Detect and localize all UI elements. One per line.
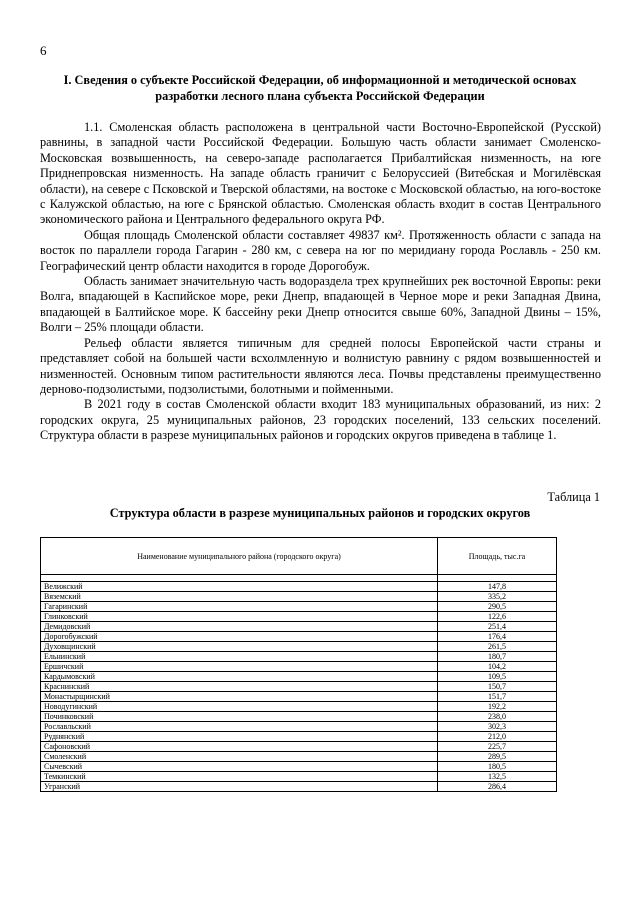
municipality-name-cell: Дорогобужский <box>41 632 438 642</box>
table-label: Таблица 1 <box>547 490 600 504</box>
area-cell: 109,5 <box>438 672 557 682</box>
area-cell: 225,7 <box>438 742 557 752</box>
area-cell: 151,7 <box>438 692 557 702</box>
table-row <box>41 632 557 642</box>
column-header-area: Площадь, тыс.га <box>438 538 557 575</box>
section-heading: I. Сведения о субъекте Российской Федерации, об информационной и методической основах разработки лесного плана субъекта Российской Федерации <box>63 73 577 103</box>
table-row <box>41 752 557 762</box>
area-cell: 286,4 <box>438 782 557 792</box>
table-row <box>41 732 557 742</box>
table-row <box>41 702 557 712</box>
municipality-name-cell: Рославльский <box>41 722 438 732</box>
paragraph: Общая площадь Смоленской области составляет 49837 км². Протяженность области с запада на восток по параллели города Гагарин - 280 км, с севера на юг по меридиану города Рославль - 250 км. Географический центр области находится в городе Дорогобуж. <box>40 227 601 273</box>
area-cell: 289,5 <box>438 752 557 762</box>
table-row <box>41 712 557 722</box>
area-cell: 150,7 <box>438 682 557 692</box>
column-header-name: Наименование муниципального района (городского округа) <box>41 538 438 575</box>
municipality-name-cell: Велижский <box>41 582 438 592</box>
table-row <box>41 682 557 692</box>
area-cell: 251,4 <box>438 622 557 632</box>
area-cell: 290,5 <box>438 602 557 612</box>
municipality-name-cell: Гагаринский <box>41 602 438 612</box>
table-row <box>41 782 557 792</box>
area-cell: 335,2 <box>438 592 557 602</box>
area-cell: 238,0 <box>438 712 557 722</box>
table-title: Структура области в разрезе муниципальных районов и городских округов <box>109 506 531 520</box>
municipality-name-cell: Вяземский <box>41 592 438 602</box>
municipality-name-cell: Смоленский <box>41 752 438 762</box>
table-row <box>41 742 557 752</box>
table-row <box>41 722 557 732</box>
table-row <box>41 592 557 602</box>
area-cell: 261,5 <box>438 642 557 652</box>
table-row <box>41 762 557 772</box>
municipality-name-cell: Ельнинский <box>41 652 438 662</box>
table-spacer-row <box>41 575 557 582</box>
area-cell: 302,3 <box>438 722 557 732</box>
municipality-name-cell: Руднянский <box>41 732 438 742</box>
table-row <box>41 672 557 682</box>
paragraph: Область занимает значительную часть водораздела трех крупнейших рек восточной Европы: реки Волга, впадающей в Каспийское море, реки Днепр, впадающей в Черное море и реки Западная Двина, впадающей в Балтийское море. К бассейну реки Днепр относится свыше 60%, Западной Двины – 15%, Волги – 25% площади области. <box>40 274 601 335</box>
municipality-table <box>40 537 557 792</box>
page-number: 6 <box>40 43 47 58</box>
municipality-name-cell: Краснинский <box>41 682 438 692</box>
table-header-row <box>41 538 557 575</box>
table-row <box>41 612 557 622</box>
area-cell: 212,0 <box>438 732 557 742</box>
municipality-name-cell: Сафоновский <box>41 742 438 752</box>
table-row <box>41 772 557 782</box>
area-cell: 192,2 <box>438 702 557 712</box>
table-body <box>41 575 557 792</box>
table-row <box>41 642 557 652</box>
table-row <box>41 602 557 612</box>
area-cell: 122,6 <box>438 612 557 622</box>
municipality-name-cell: Ершичский <box>41 662 438 672</box>
municipality-name-cell: Монастырщинский <box>41 692 438 702</box>
table-row <box>41 622 557 632</box>
municipality-name-cell: Кардымовский <box>41 672 438 682</box>
municipality-name-cell: Темкинский <box>41 772 438 782</box>
spacer-cell <box>41 575 438 582</box>
table-row <box>41 652 557 662</box>
paragraph: Рельеф области является типичным для средней полосы Европейской части страны и представляет собой на большей части всхолмленную и волнистую равнину с рядом возвышенностей и низменностей. Основным типом растительности являются леса. Почвы представлены преимущественно дерново-подзолистыми, подзолистыми, болотными и пойменными. <box>40 335 601 396</box>
spacer-cell <box>438 575 557 582</box>
paragraph: В 2021 году в состав Смоленской области входит 183 муниципальных образований, из них: 2 городских округа, 25 муниципальных районов, 23 городских поселений, 133 сельских поселений. Структура области в разрезе муниципальных районов и городских округов приведена в таблице 1. <box>40 397 601 443</box>
area-cell: 180,5 <box>438 762 557 772</box>
area-cell: 147,8 <box>438 582 557 592</box>
municipality-name-cell: Сычевский <box>41 762 438 772</box>
municipality-name-cell: Духовщинский <box>41 642 438 652</box>
area-cell: 176,4 <box>438 632 557 642</box>
table-row <box>41 582 557 592</box>
municipality-name-cell: Починковский <box>41 712 438 722</box>
municipality-name-cell: Глинковский <box>41 612 438 622</box>
area-cell: 104,2 <box>438 662 557 672</box>
table-row <box>41 692 557 702</box>
area-cell: 132,5 <box>438 772 557 782</box>
municipality-name-cell: Угранский <box>41 782 438 792</box>
table-row <box>41 662 557 672</box>
area-cell: 180,7 <box>438 652 557 662</box>
municipality-name-cell: Новодугинский <box>41 702 438 712</box>
paragraph: 1.1. Смоленская область расположена в центральной части Восточно-Европейской (Русской) равнины, в западной части Российской Федерации. Большую часть области занимает Смоленско-Московская возвышенность, на северо-западе располагается Прибалтийская низменность, на юге Приднепровская низменность. На западе область граничит с Белоруссией (Витебская и Могилёвская области), на севере с Псковской и Тверской областями, на востоке с Московской областью, на юго-востоке с Калужской областью, на юге с Брянской областью. Смоленская область входит в состав Центрального экономического района и Центрального федерального округа РФ. <box>40 120 601 227</box>
body-text <box>40 120 601 444</box>
municipality-name-cell: Демидовский <box>41 622 438 632</box>
